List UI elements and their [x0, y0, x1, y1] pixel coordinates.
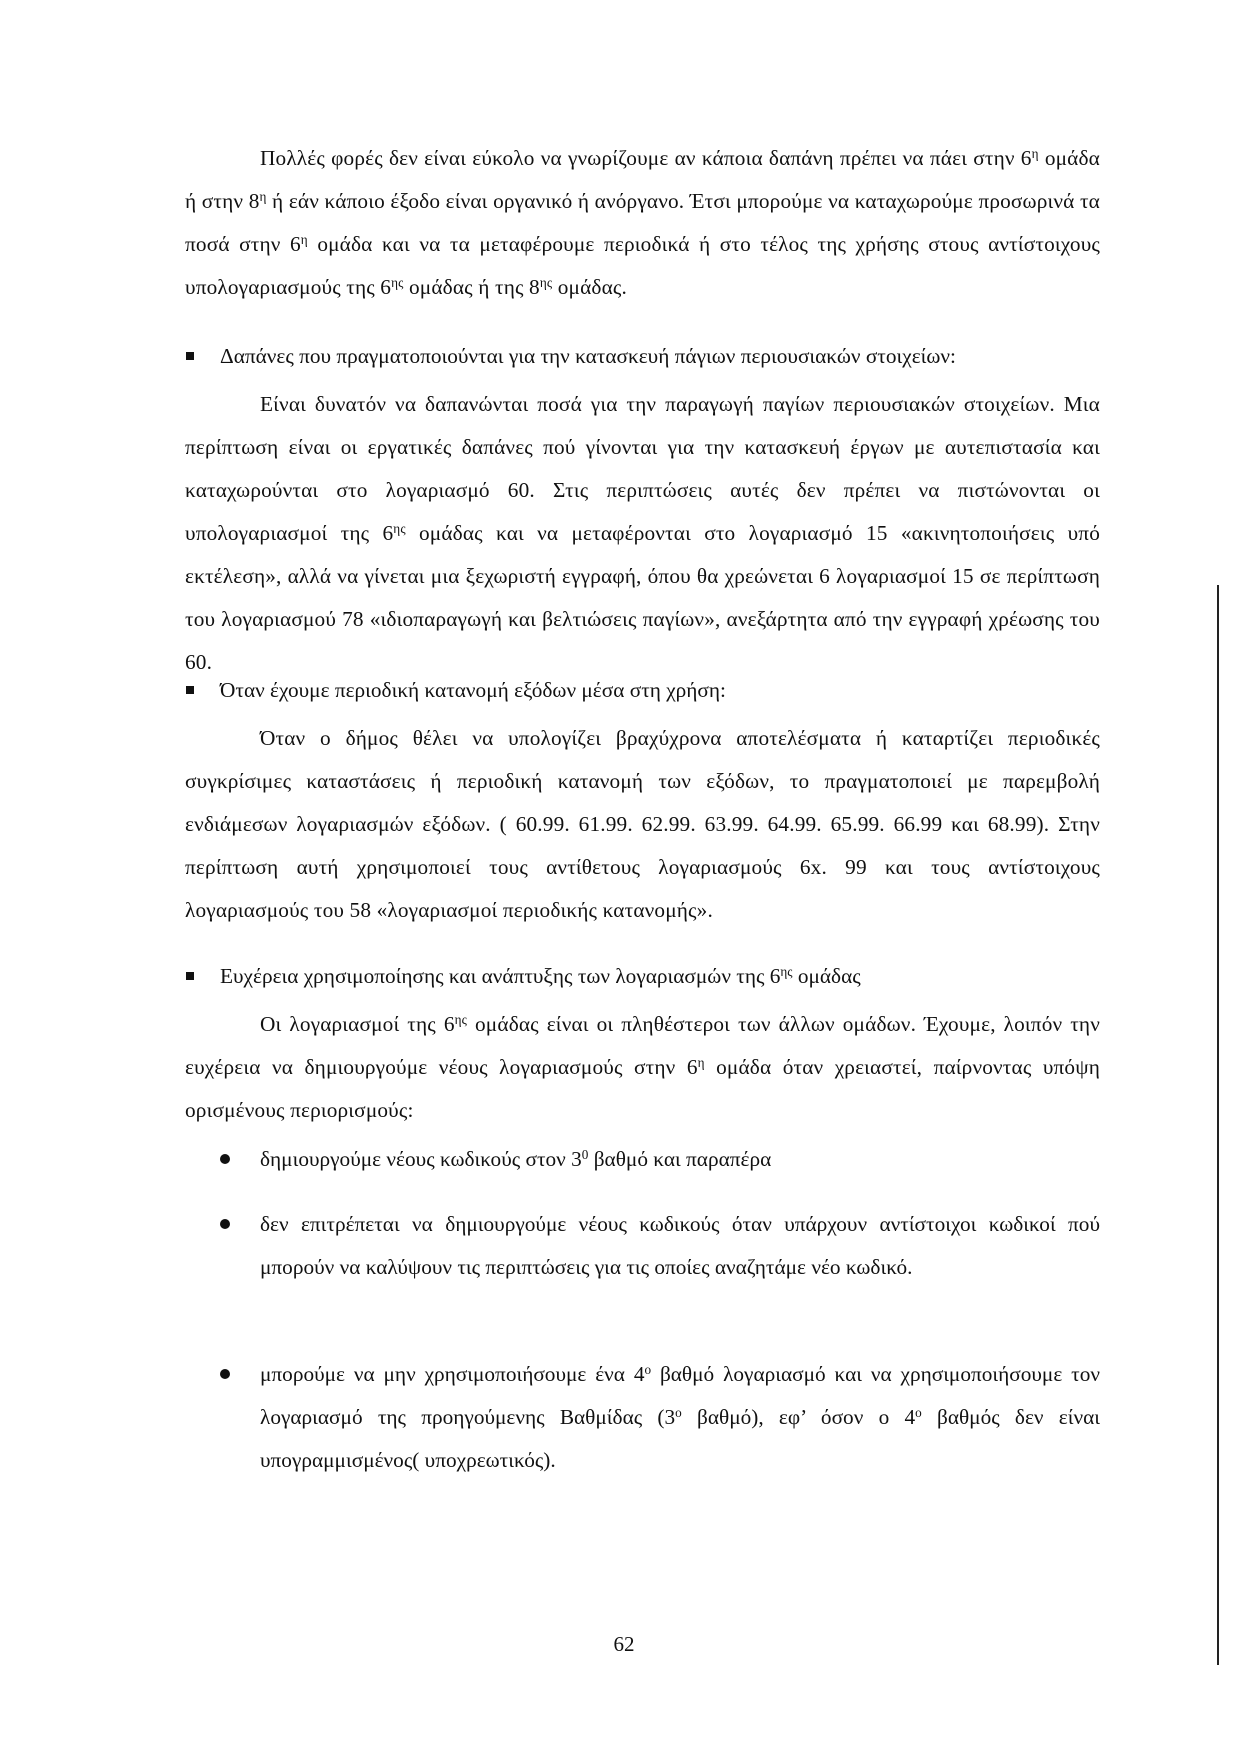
- intro-text: Πολλές φορές δεν είναι εύκολο να γνωρίζουμε αν κάποια δαπάνη πρέπει να πάει στην 6: [260, 146, 1032, 170]
- section3-text: ομάδα όταν χρειαστεί, παίρνοντας υπόψη ορισμένους περιορισμούς:: [185, 1055, 1100, 1122]
- list-item-text: [260, 1353, 1100, 1482]
- section1-text: Είναι δυνατόν να δαπανώνται ποσά για την παραγωγή παγίων περιουσιακών στοιχείων. Μια περίπτωση είναι οι εργατικές δαπάνες πού γίνονται για την κατασκευή έργων με αυτεπιστασία και καταχωρούνται στο λογαριασμό 60. Στις περιπτώσεις αυτές δεν πρέπει να πιστώνονται οι υπολογαριασμοί της 6: [185, 392, 1100, 545]
- round-bullet-icon: [220, 1219, 230, 1229]
- section-heading-text: [220, 955, 861, 998]
- intro-text: ομάδας.: [552, 275, 627, 299]
- square-bullet-icon: [186, 686, 194, 694]
- list-text: βαθμός δεν είναι υπογραμμισμένος( υποχρεωτικός).: [260, 1405, 1100, 1472]
- list-text: βαθμό και παραπέρα: [588, 1147, 772, 1171]
- intro-text: ομάδα και να τα μεταφέρουμε περιοδικά ή στο τέλος της χρήσης στους αντίστοιχους υπολογαριασμούς της 6: [185, 232, 1100, 299]
- list-text: βαθμό), εφ’ όσον ο 4: [681, 1405, 916, 1429]
- section-heading-text: Δαπάνες που πραγματοποιούνται για την κατασκευή πάγιων περιουσιακών στοιχείων:: [220, 344, 956, 368]
- square-bullet-icon: [186, 352, 194, 360]
- section2-paragraph: [185, 717, 1100, 932]
- superscript: ο: [675, 1404, 682, 1420]
- superscript: ο: [915, 1404, 922, 1420]
- superscript: ης: [539, 274, 553, 290]
- scan-edge-line: [1217, 585, 1219, 1665]
- intro-text: ομάδα ή στην 8: [185, 146, 1100, 213]
- superscript: 0: [581, 1146, 589, 1162]
- superscript: η: [1031, 145, 1039, 161]
- list-text: δημιουργούμε νέους κωδικούς στον 3: [260, 1147, 582, 1171]
- intro-paragraph: [185, 137, 1100, 309]
- list-item-text: [260, 1138, 1100, 1181]
- section-heading-text: Όταν έχουμε περιοδική κατανομή εξόδων μέσα στη χρήση:: [220, 678, 726, 702]
- section2-text: Όταν ο δήμος θέλει να υπολογίζει βραχύχρονα αποτελέσματα ή καταρτίζει περιοδικές συγκρίσιμες καταστάσεις ή περιοδική κατανομή των εξόδων, το πραγματοποιεί με παρεμβολή ενδιάμεσων λογαριασμών εξόδων. ( 60.99. 61.99. 62.99. 63.99. 64.99. 65.99. 66.99 και 68.99). Στην περίπτωση αυτή χρησιμοποιεί τους αντίθετους λογαριασμούς 6x. 99 και τους αντίστοιχους λογαριασμούς του 58 «λογαριασμοί περιοδικής κατανομής».: [185, 726, 1100, 922]
- superscript: ης: [454, 1011, 468, 1027]
- superscript: ο: [644, 1361, 652, 1377]
- section3-paragraph: [185, 1003, 1100, 1132]
- list-text: βαθμό λογαριασμό και να χρησιμοποιήσουμε τον λογαριασμό της προηγούμενης Βαθμίδας (3: [260, 1362, 1100, 1429]
- list-item-text: δεν επιτρέπεται να δημιουργούμε νέους κωδικούς όταν υπάρχουν αντίστοιχοι κωδικοί πού μπορούν να καλύψουν τις περιπτώσεις για τις οποίες αναζητάμε νέο κωδικό.: [260, 1212, 1100, 1279]
- list-text: μπορούμε να μην χρησιμοποιήσουμε ένα 4: [260, 1362, 645, 1386]
- superscript: η: [259, 188, 267, 204]
- superscript: ης: [393, 520, 406, 536]
- section1-text: ομάδας και να μεταφέρονται στο λογαριασμό 15 «ακινητοποιήσεις υπό εκτέλεση», αλλά να γίνεται μια ξεχωριστή εγγραφή, όπου θα χρεώνεται 6 λογαριασμοί 15 σε περίπτωση του λογαριασμού 78 «ιδιοπαραγωγή και βελτιώσεις παγίων», ανεξάρτητα από την εγγραφή χρέωσης του 60.: [185, 521, 1100, 674]
- superscript: ης: [391, 274, 404, 290]
- round-bullet-icon: [220, 1154, 230, 1164]
- round-bullet-icon: [220, 1369, 230, 1379]
- page-number: 62: [613, 1632, 635, 1656]
- intro-text: ομάδας ή της 8: [403, 275, 540, 299]
- intro-text: ή εάν κάποιο έξοδο είναι οργανικό ή ανόργανο. Έτσι μπορούμε να καταχωρούμε προσωρινά τα ποσά στην 6: [185, 189, 1100, 256]
- section3-text: ομάδας είναι οι πληθέστεροι των άλλων ομάδων. Έχουμε, λοιπόν την ευχέρεια να δημιουργούμε νέους λογαριασμούς στην 6: [185, 1012, 1100, 1079]
- superscript: ης: [780, 963, 793, 979]
- section3-text: Οι λογαριασμοί της 6: [260, 1012, 455, 1036]
- heading-part: Ευχέρεια χρησιμοποίησης και ανάπτυξης των λογαριασμών της 6: [220, 964, 781, 988]
- heading-part: ομάδας: [792, 964, 861, 988]
- superscript: η: [300, 231, 308, 247]
- section1-paragraph: [185, 383, 1100, 684]
- superscript: η: [697, 1054, 705, 1070]
- square-bullet-icon: [186, 972, 194, 980]
